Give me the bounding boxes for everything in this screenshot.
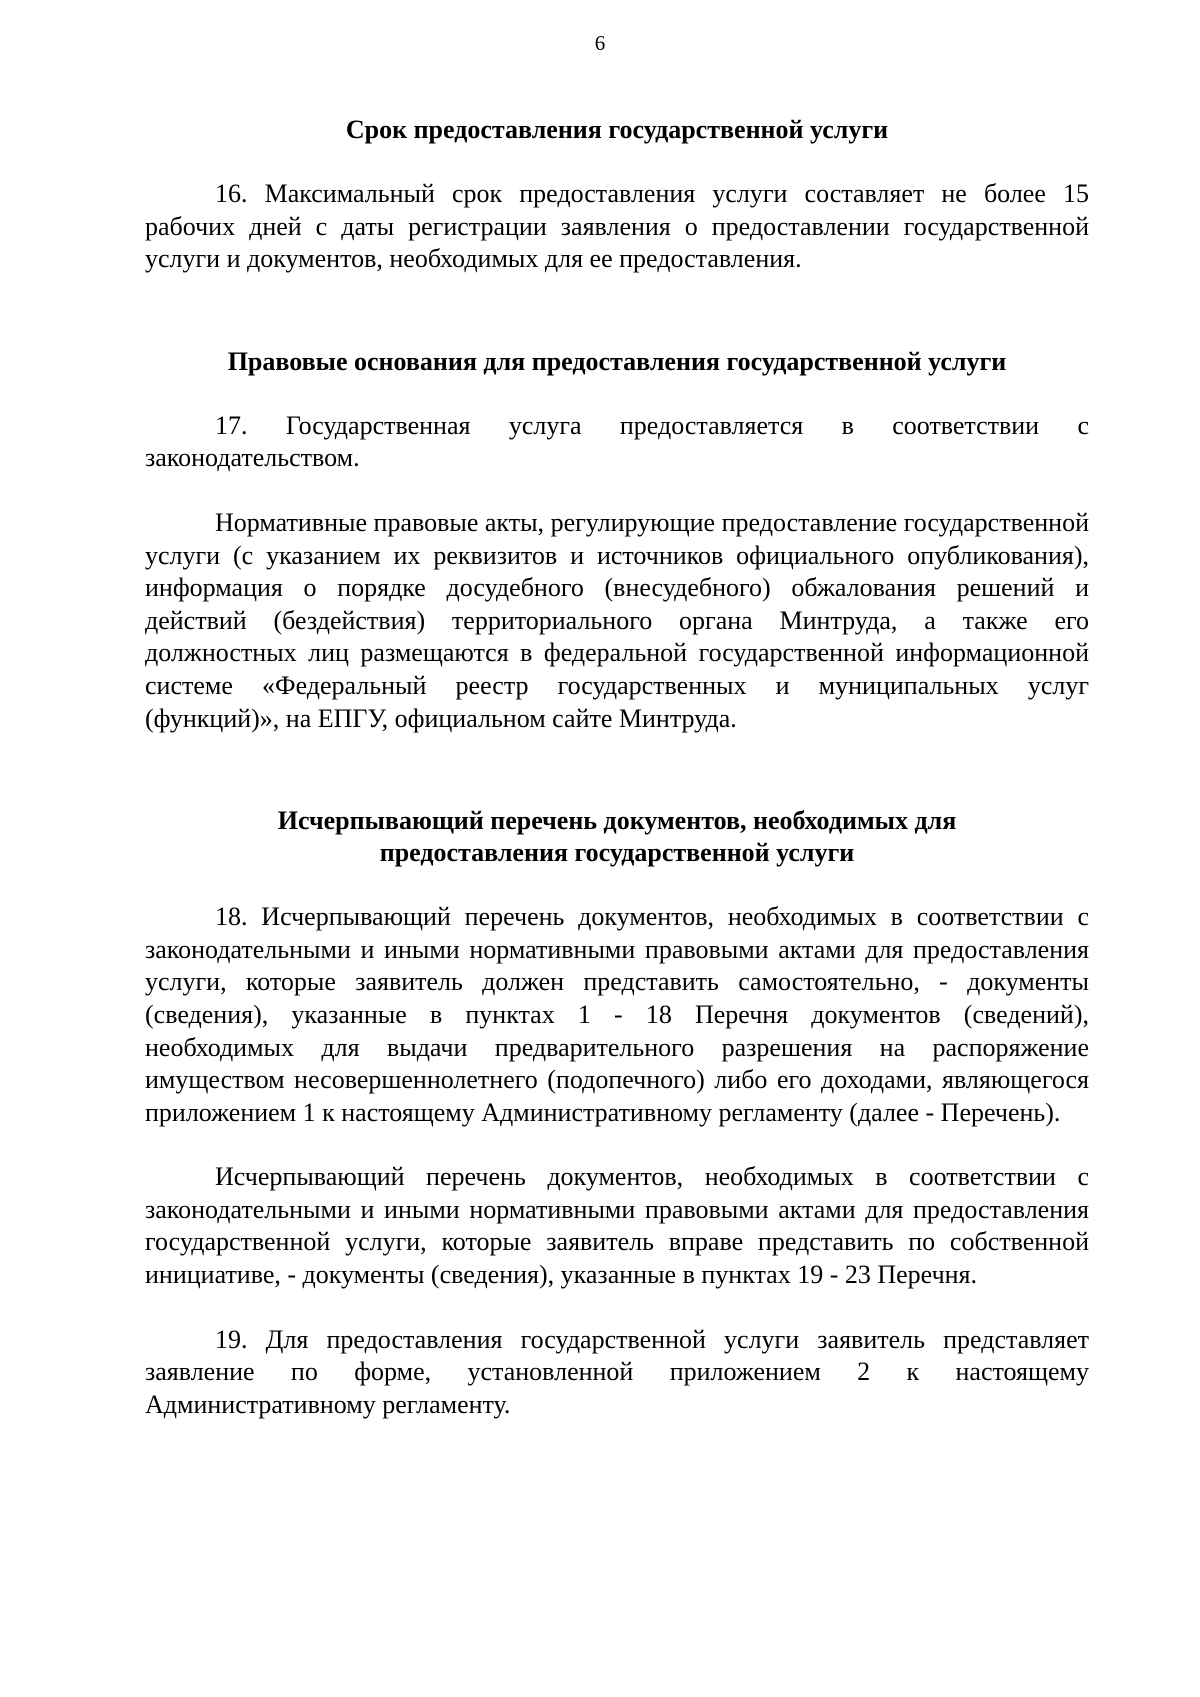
section-heading: Правовые основания для предоставления государственной услуги: [227, 346, 1007, 376]
paragraph-normative-acts: Нормативные правовые акты, регулирующие предоставление государственной услуги (с указанием их реквизитов и источников официального опубликования), информация о порядке досудебного (внесудебного) обжалования решений и действий (бездействия) территориального органа Минтруда, а также его должностных лиц размещаются в федеральной государственной информационной системе «Федеральный реестр государственных и муниципальных услуг (функций)», на ЕПГУ, официальном сайте Минтруда.: [145, 507, 1089, 733]
section-heading: [145, 805, 1089, 869]
paragraph-16: 16. Максимальный срок предоставления услуги составляет не более 15 рабочих дней с даты регистрации заявления о предоставлении государственной услуги и документов, необходимых для ее предоставления.: [145, 179, 1089, 274]
section-legal-basis: [145, 346, 1089, 735]
section-heading-line: предоставления государственной услуги: [379, 838, 855, 868]
paragraph-optional-documents: Исчерпывающий перечень документов, необходимых в соответствии с законодательными и иными нормативными правовыми актами для предоставления государственной услуги, которые заявитель вправе представить по собственной инициативе, - документы (сведения), указанные в пунктах 19 - 23 Перечня.: [145, 1162, 1089, 1290]
section-service-term: [145, 114, 1089, 276]
section-document-list: [145, 805, 1089, 1421]
document-body: [145, 114, 1089, 1421]
page-number: 6: [594, 31, 606, 55]
paragraph-17: 17. Государственная услуга предоставляется в соответствии с законодательством.: [145, 410, 1089, 473]
section-heading-line: Исчерпывающий перечень документов, необходимых для: [277, 806, 957, 836]
paragraph-19: 19. Для предоставления государственной услуги заявитель представляет заявление по форме, установленной приложением 2 к настоящему Административному регламенту.: [145, 1324, 1089, 1419]
section-heading: Срок предоставления государственной услуги: [345, 115, 889, 144]
paragraph-18: 18. Исчерпывающий перечень документов, необходимых в соответствии с законодательными и иными нормативными правовыми актами для предоставления услуги, которые заявитель должен представить самостоятельно, - документы (сведения), указанные в пунктах 1 - 18 Перечня документов (сведений), необходимых для выдачи предварительного разрешения на распоряжение имуществом несовершеннолетнего (подопечного) либо его доходами, являющегося приложением 1 к настоящему Административному регламенту (далее - Перечень).: [145, 902, 1089, 1127]
